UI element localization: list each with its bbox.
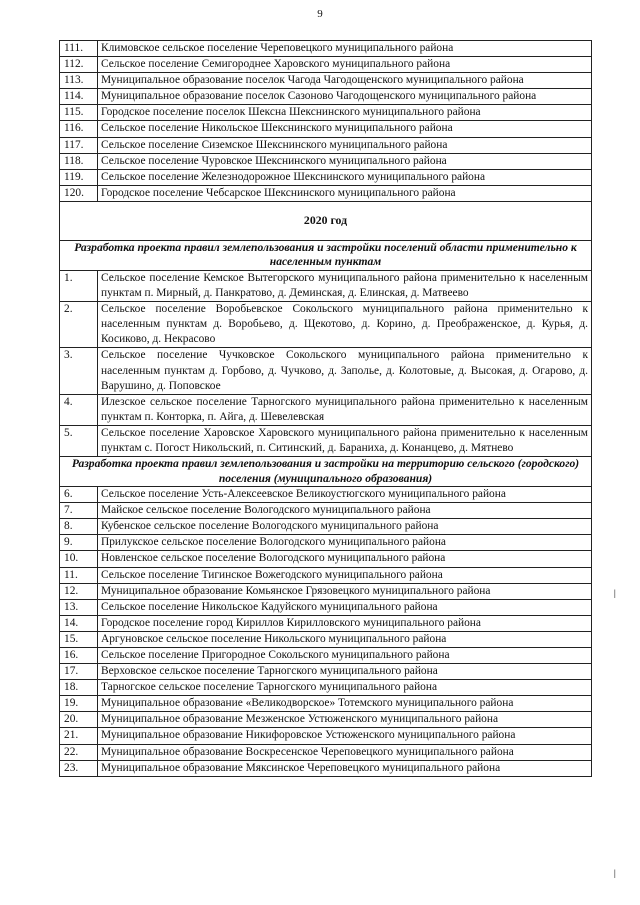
year-block — [60, 201, 592, 270]
row-number: 6. — [60, 487, 98, 503]
row-text: Муниципальное образование Мяксинское Череповецкого муниципального района — [98, 760, 592, 776]
table-row — [60, 121, 592, 137]
row-number: 10. — [60, 551, 98, 567]
table-row — [60, 615, 592, 631]
section-heading-2: Разработка проекта правил землепользования и застройки на территорию сельского (городского) поселения (муниципального образования) — [60, 457, 592, 487]
section-row — [60, 457, 592, 487]
row-number: 13. — [60, 599, 98, 615]
row-text: Городское поселение город Кириллов Кирилловского муниципального района — [98, 615, 592, 631]
table-row — [60, 503, 592, 519]
table-row — [60, 631, 592, 647]
settlements-table — [59, 40, 592, 777]
row-text: Верховское сельское поселение Тарногского муниципального района — [98, 664, 592, 680]
row-number: 2. — [60, 302, 98, 348]
row-number: 17. — [60, 664, 98, 680]
row-number: 5. — [60, 425, 98, 456]
row-text: Сельское поселение Воробьевское Сокольского муниципального района применительно к населенным пунктам д. Воробьево, д. Щекотово, д. Корино, д. Преображенское, д. Курья, д. Косиково, д. Некрасово — [98, 302, 592, 348]
row-number: 16. — [60, 648, 98, 664]
row-text: Городское поселение поселок Шексна Шекснинского муниципального района — [98, 105, 592, 121]
row-number: 9. — [60, 535, 98, 551]
row-number: 113. — [60, 73, 98, 89]
row-text: Кубенское сельское поселение Вологодского муниципального района — [98, 519, 592, 535]
row-text: Климовское сельское поселение Череповецкого муниципального района — [98, 41, 592, 57]
row-text: Муниципальное образование поселок Сазоново Чагодощенского муниципального района — [98, 89, 592, 105]
table-row — [60, 567, 592, 583]
row-number: 119. — [60, 169, 98, 185]
section-block-2 — [60, 457, 592, 487]
table-row — [60, 696, 592, 712]
row-number: 18. — [60, 680, 98, 696]
row-number: 22. — [60, 744, 98, 760]
table-row — [60, 57, 592, 73]
row-number: 15. — [60, 631, 98, 647]
row-number: 20. — [60, 712, 98, 728]
row-number: 1. — [60, 270, 98, 301]
table-row — [60, 728, 592, 744]
row-number: 19. — [60, 696, 98, 712]
table-row — [60, 153, 592, 169]
row-text: Сельское поселение Сиземское Шекснинского муниципального района — [98, 137, 592, 153]
row-text: Городское поселение Чебсарское Шекснинского муниципального района — [98, 185, 592, 201]
table-row — [60, 270, 592, 301]
row-text: Прилукское сельское поселение Вологодского муниципального района — [98, 535, 592, 551]
row-text: Сельское поселение Чуровское Шекснинского муниципального района — [98, 153, 592, 169]
row-number: 21. — [60, 728, 98, 744]
row-text: Муниципальное образование «Великодворское» Тотемского муниципального района — [98, 696, 592, 712]
row-text: Сельское поселение Железнодорожное Шекснинского муниципального района — [98, 169, 592, 185]
row-text: Сельское поселение Усть-Алексеевское Великоустюгского муниципального района — [98, 487, 592, 503]
section-heading-1: Разработка проекта правил землепользования и застройки поселений области применительно к населенным пунктам — [60, 240, 592, 270]
row-number: 112. — [60, 57, 98, 73]
row-number: 14. — [60, 615, 98, 631]
margin-mark: | — [613, 868, 616, 878]
row-text: Сельское поселение Харовское Харовского муниципального района применительно к населенным пунктам с. Погост Никольский, п. Ситинский, д. Бараниха, д. Конанцево, д. Мятнево — [98, 425, 592, 456]
row-number: 116. — [60, 121, 98, 137]
row-text: Муниципальное образование Никифоровское Устюженского муниципального района — [98, 728, 592, 744]
table-row — [60, 664, 592, 680]
row-number: 7. — [60, 503, 98, 519]
row-text: Муниципальное образование Комьянское Грязовецкого муниципального района — [98, 583, 592, 599]
row-text: Сельское поселение Чучковское Сокольского муниципального района применительно к населенным пунктам д. Горбово, д. Чучково, д. Заполье, д. Колотовые, д. Высокая, д. Огарово, д. Варушино, д. Поповское — [98, 348, 592, 394]
table-row — [60, 744, 592, 760]
row-number: 120. — [60, 185, 98, 201]
table-row — [60, 648, 592, 664]
row-text: Муниципальное образование Воскресенское Череповецкого муниципального района — [98, 744, 592, 760]
table-row — [60, 535, 592, 551]
row-text: Сельское поселение Кемское Вытегорского муниципального района применительно к населенным пунктам п. Мирный, д. Панкратово, д. Деминская, д. Елинская, д. Матвеево — [98, 270, 592, 301]
table-row — [60, 712, 592, 728]
row-number: 111. — [60, 41, 98, 57]
table-row — [60, 760, 592, 776]
row-text: Илезское сельское поселение Тарногского муниципального района применительно к населенным пунктам п. Конторка, п. Айга, д. Шевелевская — [98, 394, 592, 425]
table-row — [60, 348, 592, 394]
table-row — [60, 519, 592, 535]
year-row — [60, 201, 592, 240]
table-row — [60, 73, 592, 89]
row-number: 114. — [60, 89, 98, 105]
table-row — [60, 169, 592, 185]
row-text: Новленское сельское поселение Вологодского муниципального района — [98, 551, 592, 567]
row-text: Сельское поселение Пригородное Сокольского муниципального района — [98, 648, 592, 664]
margin-mark: | — [613, 588, 616, 598]
table-row — [60, 185, 592, 201]
table-row — [60, 137, 592, 153]
table-row — [60, 487, 592, 503]
row-text: Майское сельское поселение Вологодского муниципального района — [98, 503, 592, 519]
row-text: Сельское поселение Никольское Шекснинского муниципального района — [98, 121, 592, 137]
row-text: Сельское поселение Тигинское Вожегодского муниципального района — [98, 567, 592, 583]
table-section-2020-a — [60, 270, 592, 456]
row-number: 115. — [60, 105, 98, 121]
row-number: 8. — [60, 519, 98, 535]
page-number: 9 — [317, 8, 323, 20]
table-row — [60, 425, 592, 456]
row-text: Сельское поселение Семигороднее Харовского муниципального района — [98, 57, 592, 73]
table-section-2019 — [60, 41, 592, 202]
year-heading: 2020 год — [60, 201, 592, 240]
table-row — [60, 680, 592, 696]
row-text: Муниципальное образование Мезженское Устюженского муниципального района — [98, 712, 592, 728]
table-row — [60, 302, 592, 348]
row-text: Аргуновское сельское поселение Никольского муниципального района — [98, 631, 592, 647]
table-section-2020-b — [60, 487, 592, 777]
table-row — [60, 583, 592, 599]
table-row — [60, 41, 592, 57]
table-row — [60, 551, 592, 567]
table-row — [60, 599, 592, 615]
row-number: 4. — [60, 394, 98, 425]
row-text: Сельское поселение Никольское Кадуйского муниципального района — [98, 599, 592, 615]
row-text: Муниципальное образование поселок Чагода Чагодощенского муниципального района — [98, 73, 592, 89]
row-number: 23. — [60, 760, 98, 776]
row-text: Тарногское сельское поселение Тарногского муниципального района — [98, 680, 592, 696]
row-number: 118. — [60, 153, 98, 169]
section-row — [60, 240, 592, 270]
table-row — [60, 105, 592, 121]
table-row — [60, 89, 592, 105]
row-number: 12. — [60, 583, 98, 599]
row-number: 3. — [60, 348, 98, 394]
row-number: 11. — [60, 567, 98, 583]
table-row — [60, 394, 592, 425]
row-number: 117. — [60, 137, 98, 153]
